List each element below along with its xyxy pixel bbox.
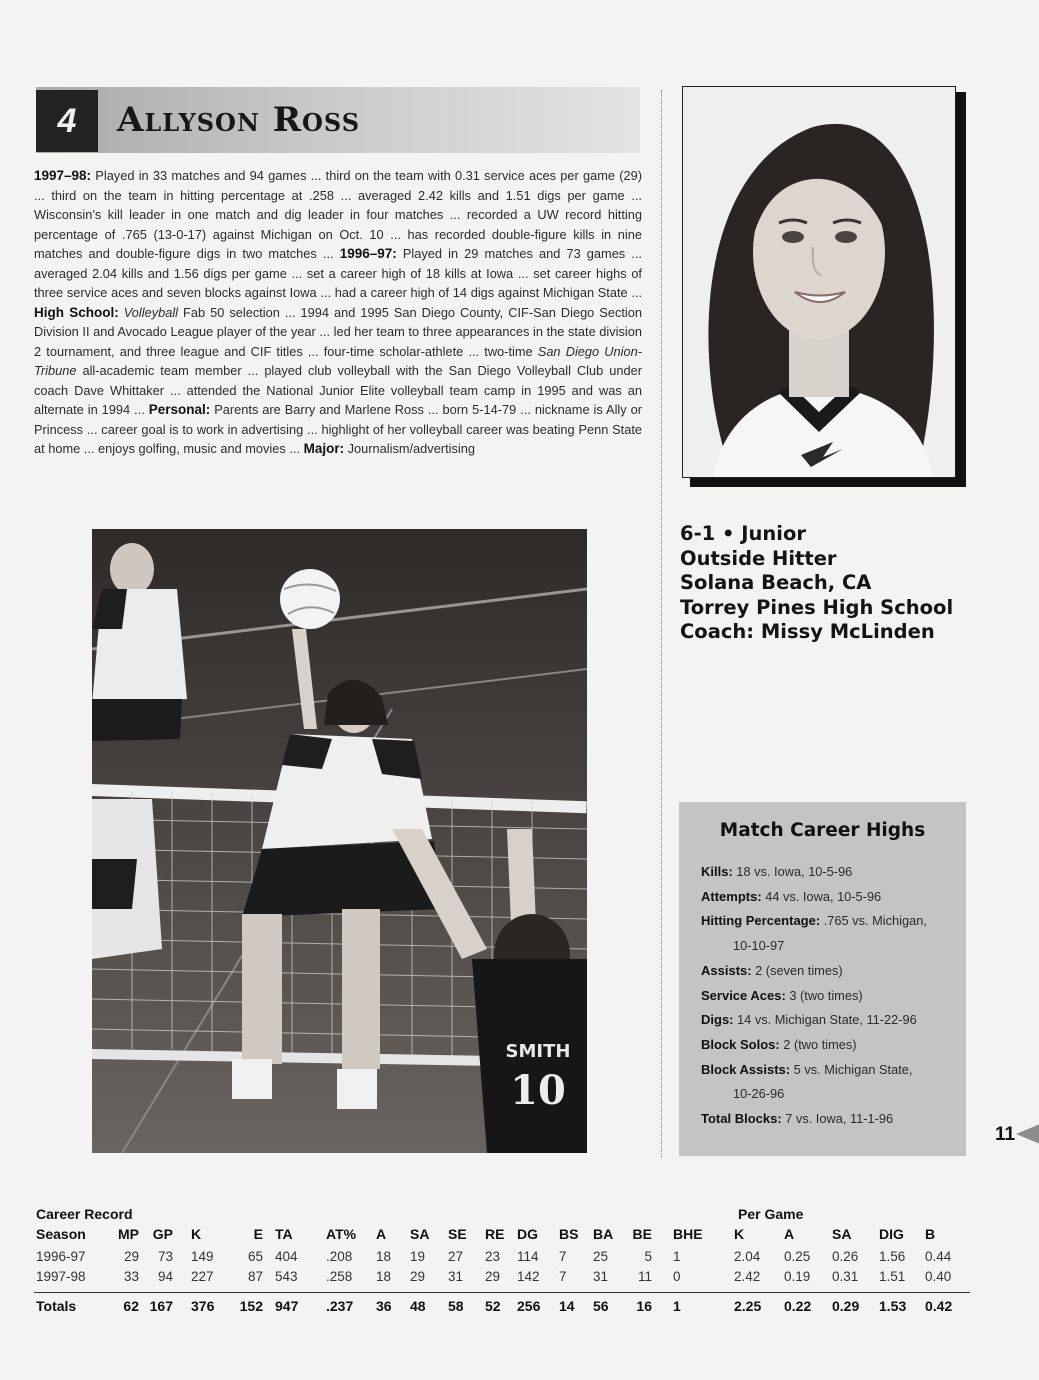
totals-rule (34, 1292, 970, 1293)
column-header: BA (593, 1226, 614, 1242)
totals-cell: 58 (448, 1298, 464, 1314)
totals-cell: 62 (123, 1298, 139, 1314)
table-cell: .258 (326, 1269, 353, 1284)
totals-cell: 152 (239, 1298, 263, 1314)
table-cell: 0.31 (832, 1269, 859, 1284)
bio-section-label: Major: (303, 441, 345, 456)
table-cell: 7 (559, 1269, 567, 1284)
career-high-item (701, 860, 951, 885)
page-arrow-icon (1016, 1124, 1039, 1144)
column-header: SA (832, 1226, 852, 1242)
column-header: DIG (879, 1226, 904, 1242)
career-high-item (701, 1058, 951, 1107)
match-career-highs-box (679, 802, 966, 1156)
table-cell: 114 (517, 1249, 539, 1264)
career-high-value: 7 vs. Iowa, 11-1-96 (781, 1111, 894, 1127)
totals-cell: 2.25 (734, 1298, 762, 1314)
column-header: K (734, 1226, 745, 1242)
table-cell: 2.42 (734, 1269, 761, 1284)
career-high-value: 44 vs. Iowa, 10-5-96 (761, 888, 882, 904)
table-cell: 7 (559, 1249, 567, 1264)
table-cell: 0.40 (925, 1269, 952, 1284)
column-header: MP (118, 1226, 139, 1242)
player-name: Allyson Ross (117, 100, 361, 140)
column-header: GP (152, 1226, 173, 1242)
table-cell: 73 (157, 1249, 173, 1264)
table-cell: 1 (673, 1249, 681, 1264)
table-cell: 149 (191, 1249, 214, 1264)
career-high-value: 14 vs. Michigan State, 11-22-96 (733, 1012, 917, 1028)
career-high-label: Hitting Percentage: (701, 913, 821, 929)
bio-text: Journalism/advertising (344, 441, 475, 456)
totals-cell: 14 (559, 1298, 575, 1314)
table-cell: 227 (191, 1269, 214, 1284)
column-header: E (253, 1226, 263, 1242)
column-divider (661, 90, 662, 1158)
career-high-label: Service Aces: (701, 987, 786, 1003)
bio-text: Played in 33 matches and 94 games ... third on the team with 0.31 service aces per game (29) ... third on the team in hitting percentage at .258 ... averaged 2.42 kills and 1.51 digs per game ... Wisconsin’s kill leader in one match and dig leader in four matches ... recorded a UW record hitting percentage of .765 (13-0-17) against Michigan on Oct. 10 ... has recorded double-figure kills in nine matches and double-figure digs in two matches ... (34, 168, 642, 261)
coach: Coach: Missy McLinden (680, 620, 935, 643)
totals-cell: .237 (326, 1298, 354, 1314)
column-header: TA (275, 1226, 293, 1242)
hometown: Solana Beach, CA (680, 571, 872, 594)
player-bio (34, 166, 642, 459)
totals-cell: 0.42 (925, 1298, 953, 1314)
career-high-label: Kills: (701, 864, 733, 879)
table-cell: 0.19 (784, 1269, 811, 1284)
career-high-value-cont: 10-10-97 (733, 938, 785, 954)
career-record-title: Career Record (36, 1206, 133, 1222)
totals-cell: 0.22 (784, 1298, 812, 1314)
highs-title: Match Career Highs (719, 820, 926, 841)
career-high-value: 18 vs. Iowa, 10-5-96 (732, 864, 853, 879)
career-high-label: Total Blocks: (701, 1111, 782, 1127)
jersey-number-badge: 4 (36, 90, 98, 152)
blocker-jersey-number: 10 (510, 1067, 566, 1114)
career-high-label: Block Solos: (701, 1036, 780, 1052)
column-header: BHE (673, 1226, 703, 1242)
table-cell: 33 (123, 1269, 139, 1284)
table-cell: 142 (517, 1269, 540, 1284)
career-high-item (701, 984, 951, 1009)
totals-cell: 36 (376, 1298, 392, 1314)
player-vitals (680, 522, 953, 645)
per-game-title: Per Game (738, 1206, 804, 1222)
career-high-item (701, 885, 951, 910)
career-high-value: 3 (two times) (785, 987, 863, 1003)
page-number: 11 (995, 1124, 1016, 1145)
career-high-item (701, 1008, 951, 1033)
totals-cell: 167 (149, 1298, 173, 1314)
table-cell: 94 (157, 1269, 173, 1284)
table-cell: 404 (275, 1249, 298, 1264)
column-header: DG (517, 1226, 538, 1242)
column-header: A (376, 1226, 387, 1242)
career-record-table (0, 1206, 1039, 1326)
column-header: Season (36, 1226, 86, 1242)
bio-text: all-academic team member ... played club volleyball with the San Diego Volleyball Club under coach Dave Whittaker ... attended the National Junior Elite volleyball team camp in 1995 and was an alternate in 1994 ... (34, 363, 642, 417)
column-header: BE (632, 1226, 652, 1242)
height-class: 6-1 • Junior (680, 522, 806, 545)
table-cell: 1.56 (879, 1249, 906, 1264)
table-cell: 29 (123, 1249, 139, 1264)
career-high-label: Attempts: (701, 888, 762, 904)
totals-cell: 0.29 (832, 1298, 860, 1314)
high-school: Torrey Pines High School (680, 595, 954, 619)
column-header: BS (559, 1226, 579, 1242)
column-header: RE (485, 1226, 505, 1242)
bio-text: Played in 29 matches and 73 games ... averaged 2.04 kills and 1.56 digs per game ... set a career high of 18 kills at Iowa ... set career highs of three service aces and seven blocks against Iowa ... had a career high of 14 digs against Michigan State ... (34, 246, 642, 300)
table-cell: 1.51 (879, 1269, 906, 1284)
totals-cell: 256 (517, 1298, 541, 1314)
bio-text: Fab 50 selection ... 1994 and 1995 San Diego County, CIF-San Diego Section Division II and Avocado League player of the year ... led her team to three appearances in the state division 2 tournament, and three league and CIF titles ... four-time scholar-athlete ... two-time (34, 304, 642, 359)
table-cell: 1997-98 (36, 1269, 86, 1284)
table-cell: 0.26 (832, 1249, 859, 1264)
table-cell: 87 (247, 1269, 263, 1284)
career-high-value: 2 (seven times) (751, 962, 843, 978)
table-cell: 25 (593, 1249, 609, 1264)
table-cell: .208 (326, 1249, 353, 1264)
table-cell: 27 (448, 1249, 464, 1264)
totals-cell: 376 (191, 1298, 215, 1314)
table-cell: 29 (410, 1269, 426, 1284)
column-header: A (784, 1226, 795, 1242)
career-high-item (701, 1033, 951, 1058)
table-cell: 65 (247, 1249, 263, 1264)
table-cell: 11 (637, 1269, 652, 1284)
bio-section-label: 1996–97: (339, 246, 397, 261)
totals-cell: 52 (485, 1298, 501, 1314)
totals-cell: 16 (636, 1298, 652, 1314)
bio-text: San Diego Union-Tribune (34, 343, 642, 378)
totals-cell: 1 (673, 1298, 681, 1314)
career-high-value: 2 (two times) (779, 1036, 857, 1052)
table-cell: 19 (410, 1249, 426, 1264)
headshot-photo (682, 86, 956, 478)
totals-cell: 56 (593, 1298, 609, 1314)
blocker-jersey-name: SMITH (505, 1041, 571, 1062)
totals-cell: 947 (275, 1298, 299, 1314)
column-header: K (191, 1226, 202, 1242)
column-header: SE (448, 1226, 467, 1242)
bio-section-label: 1997–98: (34, 168, 92, 183)
bio-section-label: Personal: (148, 402, 211, 417)
bio-text: Parents are Barry and Marlene Ross ... born 5-14-79 ... nickname is Ally or Princess ... career goal is to work in advertising ... highlight of her volleyball career was beating Penn State at home ... enjoys golfing, music and movies ... (34, 402, 642, 456)
table-cell: 0.25 (784, 1249, 811, 1264)
table-cell: 31 (448, 1269, 464, 1284)
highs-list (701, 860, 951, 1132)
career-high-value-cont: 10-26-96 (733, 1086, 785, 1102)
column-header: AT% (326, 1226, 357, 1242)
column-header: SA (410, 1226, 430, 1242)
column-header: B (925, 1226, 936, 1242)
table-cell: 5 (644, 1249, 652, 1264)
career-high-value: .765 vs. Michigan, (820, 913, 927, 929)
position: Outside Hitter (680, 546, 837, 570)
career-high-item (701, 959, 951, 984)
table-cell: 2.04 (734, 1249, 761, 1264)
totals-cell: 1.53 (879, 1298, 907, 1314)
action-photo (92, 529, 587, 1153)
career-high-value: 5 vs. Michigan State, (790, 1061, 913, 1077)
career-high-item (701, 909, 951, 958)
totals-cell: Totals (36, 1298, 77, 1314)
totals-cell: 48 (410, 1298, 426, 1314)
table-cell: 0 (673, 1269, 681, 1284)
career-high-label: Block Assists: (701, 1061, 791, 1077)
table-cell: 23 (485, 1249, 501, 1264)
bio-text: Volleyball (123, 304, 179, 320)
table-cell: 29 (485, 1269, 501, 1284)
table-cell: 18 (376, 1249, 392, 1264)
table-cell: 18 (376, 1269, 392, 1284)
bio-section-label: High School: (34, 304, 119, 320)
career-high-label: Digs: (701, 1012, 734, 1028)
table-cell: 543 (275, 1269, 298, 1284)
career-high-label: Assists: (701, 962, 752, 978)
career-high-item (701, 1107, 951, 1132)
table-cell: 1996-97 (36, 1249, 86, 1264)
table-cell: 31 (593, 1269, 609, 1284)
table-cell: 0.44 (925, 1249, 952, 1264)
